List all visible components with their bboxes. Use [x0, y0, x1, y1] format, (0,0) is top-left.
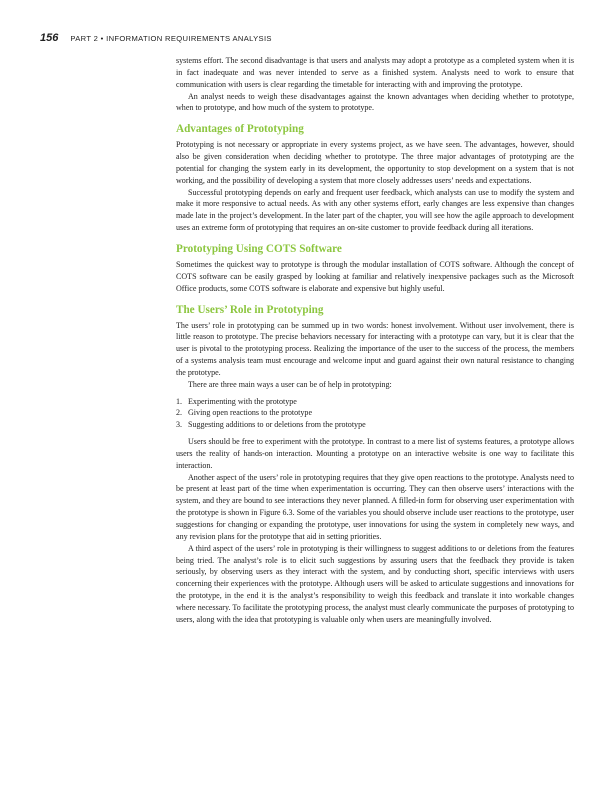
page-header [40, 32, 580, 46]
paragraph: Another aspect of the users’ role in prototyping requires that they give open reactions to the prototype. Analysts need to be present at least part of the time when experimentation is occurring. They can then observe users’ interactions with the system, and they are bound to see interactions they never planned. A filled-in form for observing user experimentation with the prototype is shown in Figure 6.3. Some of the variables you should observe include user reactions to the prototype, user suggestions for changing or expanding the prototype, user innovations for using the system in completely new ways, and any revision plans for the prototype that aid in setting priorities. [176, 472, 574, 541]
list-item-text: Suggesting additions to or deletions from the prototype [188, 420, 366, 430]
paragraph: Successful prototyping depends on early and frequent user feedback, which analysts can use to modify the system and make it more responsive to actual needs. As with any other systems effort, early changes are less expensive than changes made late in the project’s development. In the later part of the chapter, you will see how the agile approach to development uses an extreme form of prototyping that requires an on-site customer to provide feedback during all iterations. [176, 187, 574, 233]
paragraph: Prototyping is not necessary or appropriate in every systems project, as we have seen. The advantages, however, should also be given consideration when deciding whether to prototype. The three major advantages of prototyping are the potential for changing the system early in its development, the opportunity to stop development on a system that is not working, and the possibility of developing a system that more closely addresses users’ needs and expectations. [176, 140, 574, 185]
paragraph: The users’ role in prototyping can be summed up in two words: honest involvement. Without user involvement, there is little reason to prototype. The precise behaviors necessary for interacting with a prototype can vary, but it is clear that the user is pivotal to the prototyping process. Realizing the importance of the user to the success of the process, the members of a systems analysis team must encourage and welcome input and guard against their own natural resistance to changing the prototype. [176, 320, 574, 377]
list-item-number: 1. [176, 396, 183, 406]
paragraph: An analyst needs to weigh these disadvantages against the known advantages when deciding whether to prototype, when to prototype, and how much of the system to prototype. [176, 91, 574, 113]
paragraph: Sometimes the quickest way to prototype is through the modular installation of COTS software. Although the concept of COTS software can be easily grasped by looking at familiar and relatively inexpensive packages such as the Microsoft Office products, some COTS software is elaborate and expensive but highly useful. [176, 259, 574, 293]
numbered-list [176, 396, 574, 432]
paragraph: Users should be free to experiment with the prototype. In contrast to a mere list of systems features, a prototype allows users the reality of hands-on interaction. Mounting a prototype on an interactive website is one way to facilitate this interaction. [176, 437, 574, 470]
paragraph: There are three main ways a user can be of help in prototyping: [188, 379, 392, 389]
paragraph: systems effort. The second disadvantage is that users and analysts may adopt a prototype as a completed system when it is in fact inadequate and was never intended to serve as a finished system. Analysts need to work to ensure that communication with users is clear regarding the timetable for interacting with and improving the prototype. [176, 56, 574, 89]
page-number: 156 [40, 32, 59, 44]
list-item [176, 396, 574, 408]
list-item-number: 3. [176, 420, 183, 430]
section-heading-advantages: Advantages of Prototyping [176, 123, 304, 136]
list-item-text: Giving open reactions to the prototype [188, 408, 313, 418]
body-text [176, 55, 574, 626]
paragraph: A third aspect of the users’ role in prototyping is their willingness to suggest additions to or deletions from the features being tried. The analyst’s role is to elicit such suggestions by assuring users that the feedback they provide is taken seriously, by observing users as they interact with the system, and by conducting short, specific interviews with users concerning their experiences with the prototype. Although users will be asked to articulate suggestions and innovations for the prototype, in the end it is the analyst’s responsibility to weigh this feedback and translate it into workable changes where necessary. To facilitate the prototyping process, the analyst must clearly communicate the purposes of prototyping to users, along with the idea that prototyping is valuable only when users are meaningfully involved. [176, 543, 574, 624]
list-item-number: 2. [176, 408, 183, 418]
list-item [176, 419, 574, 431]
running-head: PART 2 • INFORMATION REQUIREMENTS ANALYSIS [70, 34, 272, 43]
list-item-text: Experimenting with the prototype [188, 396, 297, 406]
section-heading-users-role: The Users’ Role in Prototyping [176, 303, 324, 316]
list-item [176, 407, 574, 419]
section-heading-cots: Prototyping Using COTS Software [176, 242, 342, 255]
